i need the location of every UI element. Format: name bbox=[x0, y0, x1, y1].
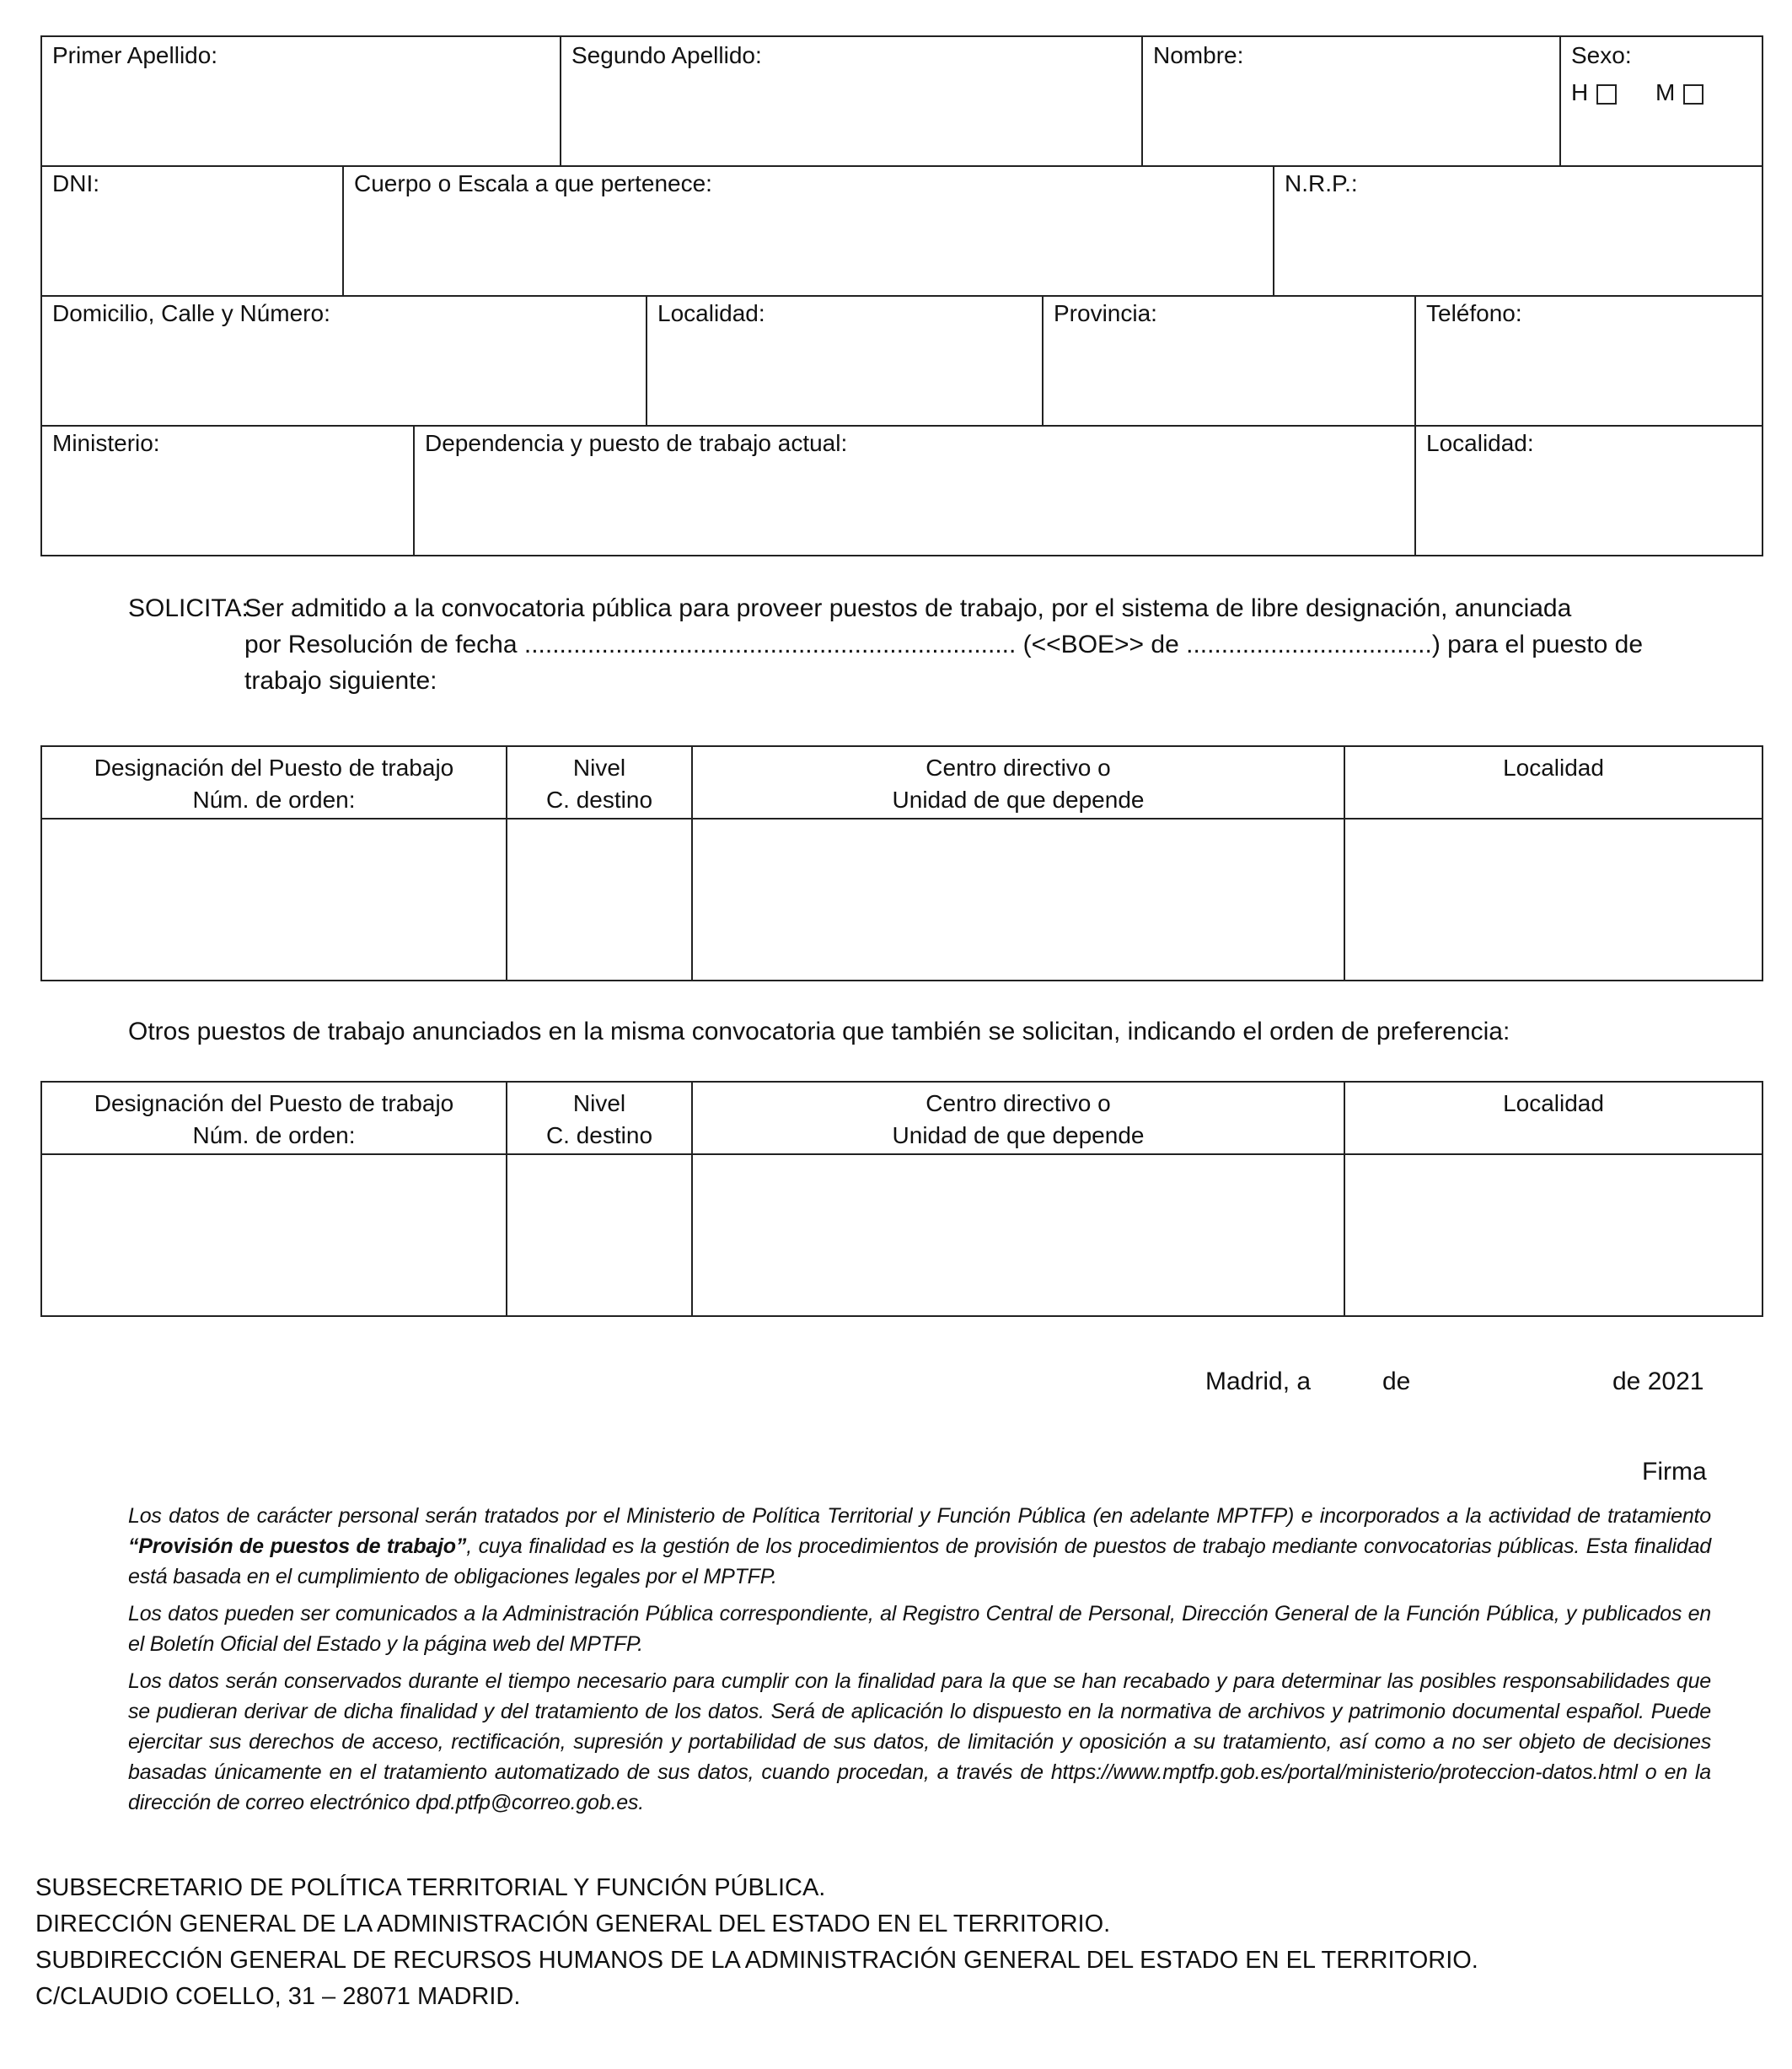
legal-p1-bold: “Provisión de puestos de trabajo” bbox=[128, 1534, 467, 1558]
localidad-actual-label: Localidad: bbox=[1426, 430, 1534, 456]
header-localidad-2 bbox=[1345, 1081, 1763, 1155]
legal-paragraph-3: Los datos serán conservados durante el tiempo necesario para cumplir con la finalidad para la que se han recabado y para determinar las posibles responsabilidades que se pudieran derivar de dicha finalidad y del tratamiento de los datos. Será de aplicación lo dispuesto en la normativa de archivos y patrimonio documental español. Puede ejercitar sus derechos de acceso, rectificación, supresión y portabilidad de sus datos, de limitación y oposición a su tratamiento, así como a no ser objeto de decisiones basadas únicamente en el tratamiento automatizado de sus datos, cuando procedan, a través de https://www.mptfp.gob.es/portal/ministerio/proteccion-datos.html o en la dirección de correo electrónico dpd.ptfp@correo.gob.es. bbox=[128, 1669, 1711, 1814]
segundo-apellido-label: Segundo Apellido: bbox=[571, 42, 762, 68]
header-designacion bbox=[40, 745, 507, 820]
localidad-input-cell-2[interactable] bbox=[1345, 1153, 1763, 1317]
address-block bbox=[35, 1870, 1478, 2015]
header-localidad-2-label: Localidad bbox=[1503, 1090, 1604, 1116]
sexo-m-checkbox[interactable] bbox=[1683, 84, 1703, 105]
centro-input-cell[interactable] bbox=[693, 818, 1345, 981]
domicilio-field[interactable] bbox=[40, 295, 647, 427]
header-centro-line1: Centro directivo o bbox=[926, 755, 1111, 781]
header-localidad-label: Localidad bbox=[1503, 755, 1604, 781]
header-designacion-line2: Núm. de orden: bbox=[192, 787, 356, 813]
primer-apellido-field[interactable] bbox=[40, 35, 561, 167]
header-designacion-2 bbox=[40, 1081, 507, 1155]
firma-label: Firma bbox=[1642, 1458, 1707, 1486]
header-designacion-2-line1: Designación del Puesto de trabajo bbox=[94, 1090, 454, 1116]
nombre-label: Nombre: bbox=[1153, 42, 1244, 68]
dependencia-label: Dependencia y puesto de trabajo actual: bbox=[425, 430, 848, 456]
primer-apellido-label: Primer Apellido: bbox=[52, 42, 218, 68]
address-line-3: SUBDIRECCIÓN GENERAL DE RECURSOS HUMANOS DE LA ADMINISTRACIÓN GENERAL DEL ESTADO EN EL TERRITORIO. bbox=[35, 1947, 1478, 1974]
header-nivel-2-line2: C. destino bbox=[545, 1122, 653, 1148]
fecha-de: de bbox=[1382, 1368, 1411, 1395]
designacion-input-cell[interactable] bbox=[40, 818, 507, 981]
fecha-madrid: Madrid, a bbox=[1205, 1368, 1312, 1395]
ministerio-label: Ministerio: bbox=[52, 430, 160, 456]
localidad-actual-field[interactable] bbox=[1416, 425, 1763, 556]
sexo-h-label: H bbox=[1571, 79, 1589, 105]
legal-notice bbox=[128, 1501, 1711, 1818]
sexo-m-label: M bbox=[1655, 79, 1676, 105]
ministerio-field[interactable] bbox=[40, 425, 415, 556]
nivel-input-cell-2[interactable] bbox=[507, 1153, 693, 1317]
header-designacion-line1: Designación del Puesto de trabajo bbox=[94, 755, 454, 781]
dependencia-field[interactable] bbox=[415, 425, 1416, 556]
nivel-input-cell[interactable] bbox=[507, 818, 693, 981]
sexo-h-checkbox[interactable] bbox=[1596, 84, 1617, 105]
nrp-field[interactable] bbox=[1274, 165, 1763, 297]
fecha-anio: de 2021 bbox=[1612, 1368, 1704, 1395]
header-centro-line2: Unidad de que depende bbox=[892, 787, 1145, 813]
solicita-label: SOLICITA: bbox=[128, 594, 249, 622]
solicita-line-1: Ser admitido a la convocatoria pública para proveer puestos de trabajo, por el sistema de libre designación, anunciada bbox=[244, 594, 1572, 622]
solicita-line-2: por Resolución de fecha ...................................................................... (<<BOE>> de ...................................) para el puesto de bbox=[244, 631, 1644, 658]
localidad-input-cell[interactable] bbox=[1345, 818, 1763, 981]
cuerpo-field[interactable] bbox=[344, 165, 1274, 297]
header-centro-2-line2: Unidad de que depende bbox=[892, 1122, 1145, 1148]
telefono-label: Teléfono: bbox=[1426, 300, 1522, 326]
header-nivel bbox=[507, 745, 693, 820]
legal-paragraph-1 bbox=[128, 1501, 1711, 1592]
header-nivel-2 bbox=[507, 1081, 693, 1155]
header-nivel-2-line1: Nivel bbox=[572, 1090, 626, 1116]
designacion-input-cell-2[interactable] bbox=[40, 1153, 507, 1317]
sexo-field bbox=[1561, 35, 1763, 167]
address-line-2: DIRECCIÓN GENERAL DE LA ADMINISTRACIÓN GENERAL DEL ESTADO EN EL TERRITORIO. bbox=[35, 1910, 1111, 1937]
header-nivel-line1: Nivel bbox=[572, 755, 626, 781]
otros-puestos-text: Otros puestos de trabajo anunciados en la misma convocatoria que también se solicitan, indicando el orden de preferencia: bbox=[128, 1018, 1510, 1045]
sexo-label: Sexo: bbox=[1571, 42, 1632, 68]
segundo-apellido-field[interactable] bbox=[561, 35, 1143, 167]
domicilio-label: Domicilio, Calle y Número: bbox=[52, 300, 330, 326]
legal-p1-part-b: , cuya finalidad es la gestión de los procedimientos de provisión de puestos de trabajo mediante convocatorias públicas. Esta finalidad está basada en el cumplimiento de obligaciones legales por el MPTFP. bbox=[128, 1534, 1711, 1588]
legal-p1-part-a: Los datos de carácter personal serán tratados por el Ministerio de Política Territorial y Función Pública (en adelante MPTFP) e incorporados a la actividad de tratamiento bbox=[128, 1504, 1711, 1528]
localidad-label: Localidad: bbox=[657, 300, 765, 326]
address-line-1: SUBSECRETARIO DE POLÍTICA TERRITORIAL Y FUNCIÓN PÚBLICA. bbox=[35, 1874, 826, 1901]
header-designacion-2-line2: Núm. de orden: bbox=[192, 1122, 356, 1148]
solicita-line-3: trabajo siguiente: bbox=[244, 667, 437, 695]
nombre-field[interactable] bbox=[1143, 35, 1561, 167]
dni-label: DNI: bbox=[52, 170, 99, 196]
telefono-field[interactable] bbox=[1416, 295, 1763, 427]
header-centro-2 bbox=[693, 1081, 1345, 1155]
centro-input-cell-2[interactable] bbox=[693, 1153, 1345, 1317]
provincia-field[interactable] bbox=[1044, 295, 1416, 427]
localidad-field[interactable] bbox=[647, 295, 1044, 427]
dni-field[interactable] bbox=[40, 165, 344, 297]
header-nivel-line2: C. destino bbox=[545, 787, 653, 813]
cuerpo-label: Cuerpo o Escala a que pertenece: bbox=[354, 170, 712, 196]
provincia-label: Provincia: bbox=[1054, 300, 1157, 326]
address-line-4: C/CLAUDIO COELLO, 31 – 28071 MADRID. bbox=[35, 1983, 521, 2010]
header-centro-2-line1: Centro directivo o bbox=[926, 1090, 1111, 1116]
legal-paragraph-2: Los datos pueden ser comunicados a la Administración Pública correspondiente, al Registro Central de Personal, Dirección General de la Función Pública, y publicados en el Boletín Oficial del Estado y la página web del MPTFP. bbox=[128, 1602, 1711, 1656]
nrp-label: N.R.P.: bbox=[1285, 170, 1358, 196]
header-localidad bbox=[1345, 745, 1763, 820]
header-centro bbox=[693, 745, 1345, 820]
